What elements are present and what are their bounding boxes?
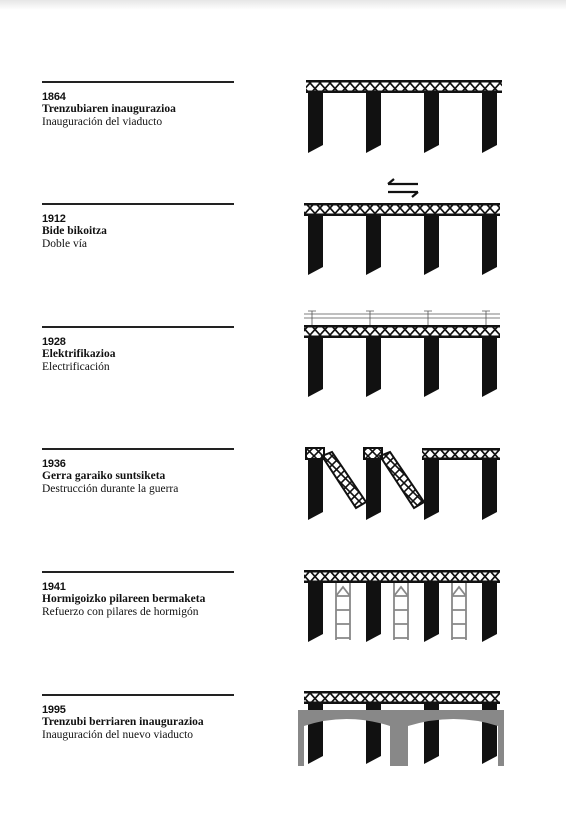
concrete-reinforcement-pillars xyxy=(336,583,466,640)
divider xyxy=(42,448,234,450)
collapsed-girder-sections xyxy=(306,448,424,508)
page-top-shade xyxy=(0,0,566,10)
iron-pillars xyxy=(308,216,497,275)
lattice-girder xyxy=(304,691,500,704)
lattice-girder xyxy=(304,570,500,583)
iron-pillars xyxy=(308,93,497,153)
timeline-entry-1928 xyxy=(42,326,236,374)
reinforced-viaduct-illustration xyxy=(296,560,508,670)
entry-title-spanish: Electrificación xyxy=(42,360,110,373)
entry-title-basque: Gerra garaiko suntsiketa xyxy=(42,469,166,482)
timeline-entry-1912 xyxy=(42,203,236,251)
entry-year: 1864 xyxy=(42,90,66,103)
divider xyxy=(42,81,234,83)
entry-title-spanish: Inauguración del viaducto xyxy=(42,115,163,128)
entry-year: 1912 xyxy=(42,212,66,225)
entry-year: 1995 xyxy=(42,703,66,716)
entry-year: 1936 xyxy=(42,457,66,470)
timeline-entry-1941 xyxy=(42,571,236,619)
double-track-viaduct-illustration xyxy=(296,175,508,285)
original-viaduct-illustration xyxy=(296,72,508,182)
lattice-girder xyxy=(422,448,500,460)
entry-title-spanish: Inauguración del nuevo viaducto xyxy=(42,728,194,741)
entry-title-basque: Bide bikoitza xyxy=(42,224,107,237)
new-concrete-viaduct xyxy=(298,710,504,766)
entry-title-basque: Elektrifikazioa xyxy=(42,347,116,360)
lattice-girder xyxy=(304,325,500,338)
entry-title-basque: Trenzubiaren inaugurazioa xyxy=(42,102,176,115)
new-viaduct-illustration xyxy=(296,682,508,792)
timeline-entry-1864 xyxy=(42,81,236,129)
divider xyxy=(42,694,234,696)
lattice-girder xyxy=(304,203,500,216)
catenary-wires xyxy=(304,311,500,326)
entry-title-basque: Trenzubi berriaren inaugurazioa xyxy=(42,715,204,728)
timeline-entry-1936 xyxy=(42,448,236,496)
double-track-arrows-icon xyxy=(388,179,418,197)
entry-title-spanish: Destrucción durante la guerra xyxy=(42,482,179,495)
divider xyxy=(42,326,234,328)
iron-pillars xyxy=(308,338,497,397)
electrified-viaduct-illustration xyxy=(296,302,508,412)
lattice-girder xyxy=(306,80,502,93)
entry-title-spanish: Refuerzo con pilares de hormigón xyxy=(42,605,199,618)
timeline-entry-1995 xyxy=(42,694,236,742)
entry-title-spanish: Doble vía xyxy=(42,237,88,250)
entry-year: 1941 xyxy=(42,580,66,593)
divider xyxy=(42,203,234,205)
divider xyxy=(42,571,234,573)
destroyed-viaduct-illustration xyxy=(296,438,508,548)
entry-title-basque: Hormigoizko pilareen bermaketa xyxy=(42,592,206,605)
entry-year: 1928 xyxy=(42,335,66,348)
